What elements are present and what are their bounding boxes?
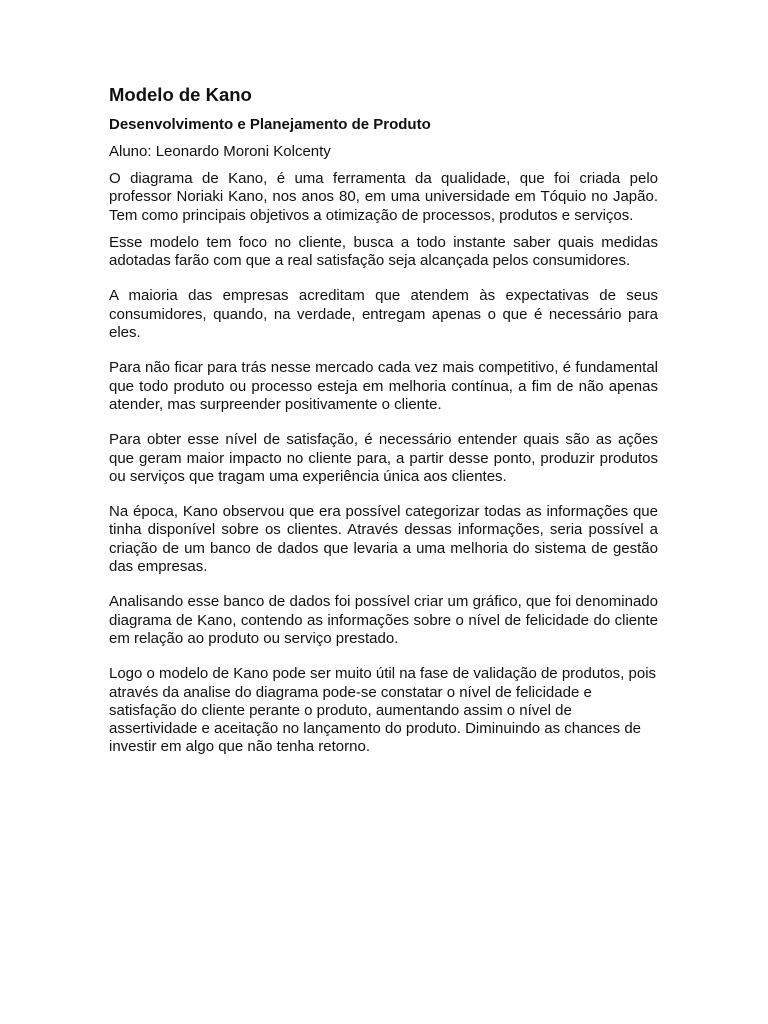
document-subtitle: Desenvolvimento e Planejamento de Produto (109, 116, 431, 133)
paragraph-6: Na época, Kano observou que era possível categorizar todas as informações que tinha disponível sobre os clientes. Através dessas informações, seria possível a criação de um banco de dados que levaria a uma melhoria do sistema de gestão das empresas. (109, 503, 658, 576)
document-title: Modelo de Kano (109, 84, 252, 105)
paragraph-8: Logo o modelo de Kano pode ser muito útil na fase de validação de produtos, pois através da analise do diagrama pode-se constatar o nível de felicidade e satisfação do cliente perante o produto, aumentando assim o nível de assertividade e aceitação no lançamento do produto. Diminuindo as chances de investir em algo que não tenha retorno. (109, 665, 657, 756)
author-line: Aluno: Leonardo Moroni Kolcenty (109, 143, 331, 160)
paragraph-1: O diagrama de Kano, é uma ferramenta da qualidade, que foi criada pelo professor Noriaki Kano, nos anos 80, em uma universidade em Tóquio no Japão. Tem como principais objetivos a otimização de processos, produtos e serviços. (109, 170, 658, 224)
paragraph-2: Esse modelo tem foco no cliente, busca a todo instante saber quais medidas adotadas farão com que a real satisfação seja alcançada pelos consumidores. (109, 233, 658, 270)
paragraph-7: Analisando esse banco de dados foi possível criar um gráfico, que foi denominado diagrama de Kano, contendo as informações sobre o nível de felicidade do cliente em relação ao produto ou serviço prestado. (109, 593, 658, 647)
paragraph-3: A maioria das empresas acreditam que atendem às expectativas de seus consumidores, quando, na verdade, entregam apenas o que é necessário para eles. (109, 287, 658, 342)
document-body (109, 84, 658, 757)
paragraph-4: Para não ficar para trás nesse mercado cada vez mais competitivo, é fundamental que todo produto ou processo esteja em melhoria contínua, a fim de não apenas atender, mas surpreender positivamente o cliente. (109, 359, 658, 413)
paragraph-5: Para obter esse nível de satisfação, é necessário entender quais são as ações que geram maior impacto no cliente para, a partir desse ponto, produzir produtos ou serviços que tragam uma experiência única aos clientes. (109, 431, 658, 485)
